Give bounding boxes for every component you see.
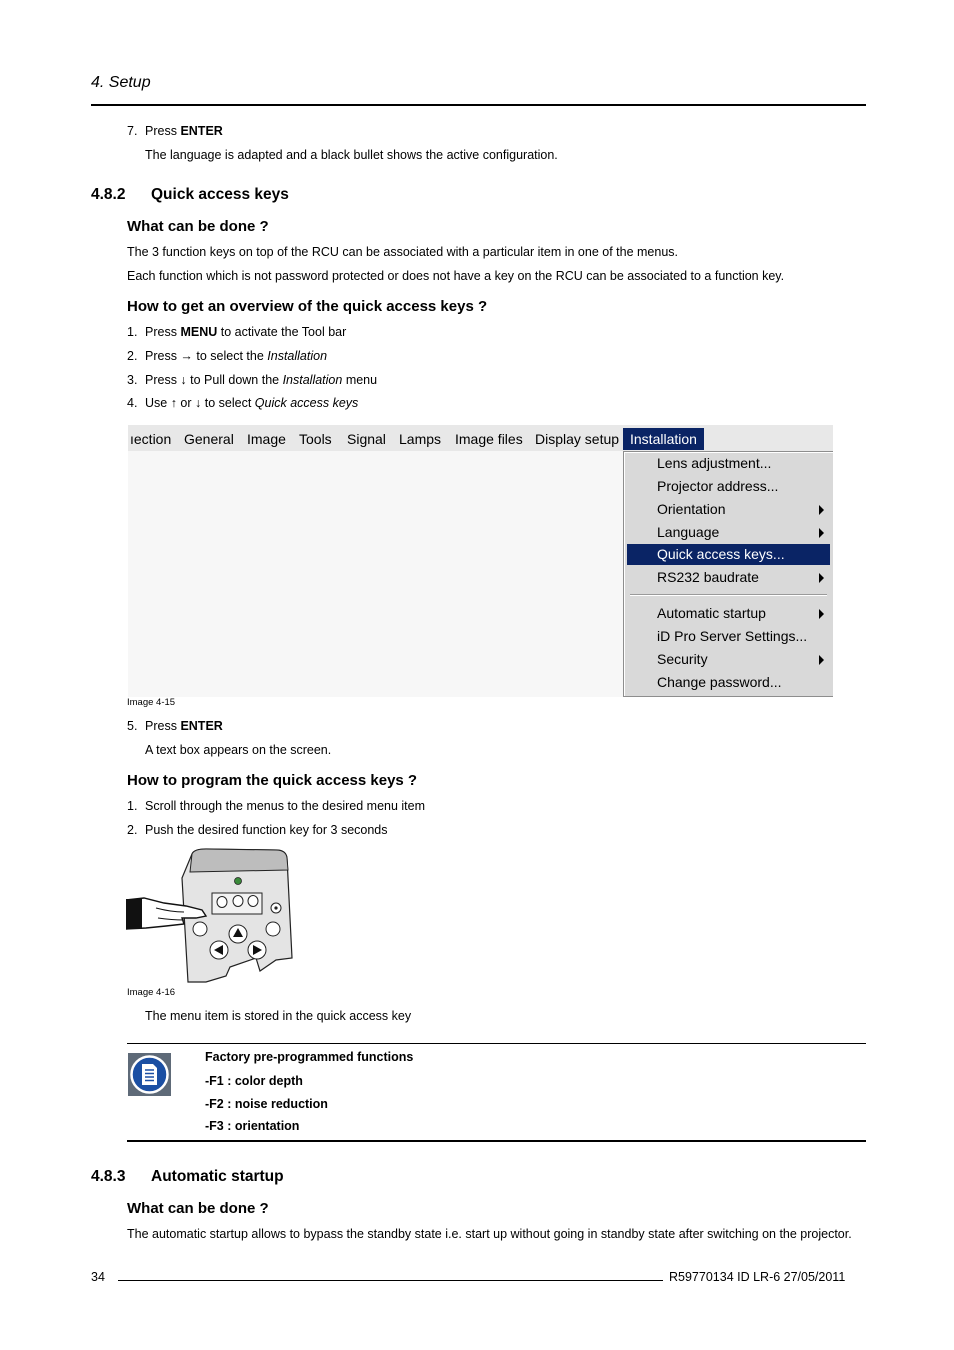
- menu-item-label: Language: [657, 524, 720, 540]
- installation-dropdown: [623, 451, 833, 697]
- menu-item-label: Security: [657, 651, 708, 667]
- step-5: [127, 718, 223, 734]
- section-title: Quick access keys: [151, 186, 289, 203]
- step-key: MENU: [180, 325, 218, 339]
- step-7: [127, 123, 223, 139]
- running-header: 4. Setup: [91, 74, 151, 91]
- result-text: The menu item is stored in the quick access key: [145, 1009, 412, 1023]
- note-item: -F1 : color depth: [205, 1074, 303, 1088]
- footer-doc-id: R59770134 ID LR-6 27/05/2011: [669, 1270, 846, 1284]
- menubar-item-image-files[interactable]: Image files: [455, 431, 523, 447]
- step-7-result: The language is adapted and a black bullet shows the active configuration.: [145, 148, 558, 162]
- step-number: 1.: [127, 325, 138, 339]
- menu-item-label: Projector address...: [657, 478, 779, 494]
- step-text: Press: [145, 719, 181, 733]
- menu-item-lens-adjustment[interactable]: [627, 453, 830, 474]
- menu-item-rs232-baudrate[interactable]: [627, 567, 830, 588]
- step-text: to activate the Tool bar: [217, 325, 347, 339]
- menu-item-id-pro-server-settings[interactable]: [627, 626, 830, 647]
- page-number: 34: [91, 1270, 105, 1284]
- menu-item-label: iD Pro Server Settings...: [657, 628, 808, 644]
- header-rule: [91, 104, 866, 106]
- step-menu-name: Installation: [267, 349, 328, 363]
- menubar-item-installation[interactable]: Installation: [623, 428, 704, 450]
- submenu-arrow-icon: [819, 573, 824, 583]
- subheading-what-can-be-done: What can be done ?: [127, 1200, 269, 1217]
- overview-step-3: [127, 372, 377, 388]
- note-item: -F2 : noise reduction: [205, 1097, 328, 1111]
- step-text: Scroll through the menus to the desired menu item: [145, 799, 426, 813]
- step-text: Press → to select the: [145, 349, 268, 363]
- menubar-item-tools[interactable]: Tools: [299, 431, 332, 447]
- menu-bar: [128, 425, 833, 451]
- step-number: 5.: [127, 719, 138, 733]
- step-number: 4.: [127, 396, 138, 410]
- menu-item-orientation[interactable]: [627, 499, 830, 520]
- menubar-item-image[interactable]: Image: [247, 431, 286, 447]
- step-menu-name: Quick access keys: [254, 396, 359, 410]
- image-caption: Image 4-15: [127, 697, 176, 708]
- menu-item-label: Quick access keys...: [657, 546, 785, 562]
- menu-item-label: Lens adjustment...: [657, 455, 772, 471]
- paragraph: The automatic startup allows to bypass the standby state i.e. start up without going in standby state after switching on the projector.: [127, 1227, 852, 1241]
- submenu-arrow-icon: [819, 528, 824, 538]
- section-number: 4.8.2: [91, 186, 126, 203]
- step-text: menu: [342, 373, 378, 387]
- step-menu-name: Installation: [282, 373, 343, 387]
- step-text: Press ↓ to Pull down the: [145, 373, 283, 387]
- submenu-arrow-icon: [819, 609, 824, 619]
- menu-item-automatic-startup[interactable]: [627, 603, 830, 624]
- step-number: 3.: [127, 373, 138, 387]
- section-title: Automatic startup: [151, 1168, 284, 1185]
- paragraph: Each function which is not password protected or does not have a key on the RCU can be associated to a function key.: [127, 269, 785, 283]
- menu-item-projector-address[interactable]: [627, 476, 830, 497]
- section-number: 4.8.3: [91, 1168, 126, 1185]
- submenu-arrow-icon: [819, 505, 824, 515]
- menu-item-label: Orientation: [657, 501, 726, 517]
- menu-item-label: Change password...: [657, 674, 782, 690]
- program-step-2: [127, 822, 388, 838]
- menu-screenshot: [128, 425, 833, 697]
- step-text: Use ↑ or ↓ to select: [145, 396, 255, 410]
- step-5-result: A text box appears on the screen.: [145, 743, 332, 757]
- menubar-item-lamps[interactable]: Lamps: [399, 431, 442, 447]
- subheading-what-can-be-done: What can be done ?: [127, 218, 269, 235]
- note-top-rule: [127, 1043, 866, 1044]
- subheading-program: How to program the quick access keys ?: [127, 772, 418, 789]
- paragraph: The 3 function keys on top of the RCU can be associated with a particular item in one of the menus.: [127, 245, 678, 259]
- image-caption: Image 4-16: [127, 987, 176, 998]
- subheading-overview: How to get an overview of the quick access keys ?: [127, 298, 488, 315]
- menubar-item-signal[interactable]: Signal: [347, 431, 386, 447]
- overview-step-4: [127, 395, 358, 411]
- step-text: Push the desired function key for 3 seconds: [145, 823, 388, 837]
- step-text: Press: [145, 325, 181, 339]
- step-number: 7.: [127, 124, 138, 138]
- overview-step-2: [127, 348, 327, 364]
- step-key: ENTER: [180, 719, 223, 733]
- submenu-arrow-icon: [819, 655, 824, 665]
- step-number: 2.: [127, 349, 138, 363]
- document-note-icon: [128, 1053, 171, 1096]
- menubar-item-display-setup[interactable]: Display setup: [535, 431, 620, 447]
- step-key: ENTER: [180, 124, 223, 138]
- menu-item-language[interactable]: [627, 522, 830, 543]
- note-title: Factory pre-programmed functions: [205, 1050, 414, 1064]
- menu-separator: [630, 594, 827, 595]
- step-text: Press: [145, 124, 181, 138]
- program-step-1: [127, 798, 425, 814]
- footer-rule: [118, 1280, 663, 1281]
- menu-item-quick-access-keys[interactable]: [627, 544, 830, 565]
- step-number: 1.: [127, 799, 138, 813]
- rcu-hand-illustration: [126, 848, 296, 988]
- note-item: -F3 : orientation: [205, 1119, 300, 1133]
- menubar-item-general[interactable]: General: [184, 431, 234, 447]
- menu-item-change-password[interactable]: [627, 672, 830, 693]
- menu-item-label: RS232 baudrate: [657, 569, 759, 585]
- overview-step-1: [127, 324, 346, 340]
- note-bottom-rule: [127, 1140, 866, 1142]
- step-number: 2.: [127, 823, 138, 837]
- menu-item-security[interactable]: [627, 649, 830, 670]
- menubar-item-connection[interactable]: ıection: [130, 431, 172, 447]
- menu-item-label: Automatic startup: [657, 605, 766, 621]
